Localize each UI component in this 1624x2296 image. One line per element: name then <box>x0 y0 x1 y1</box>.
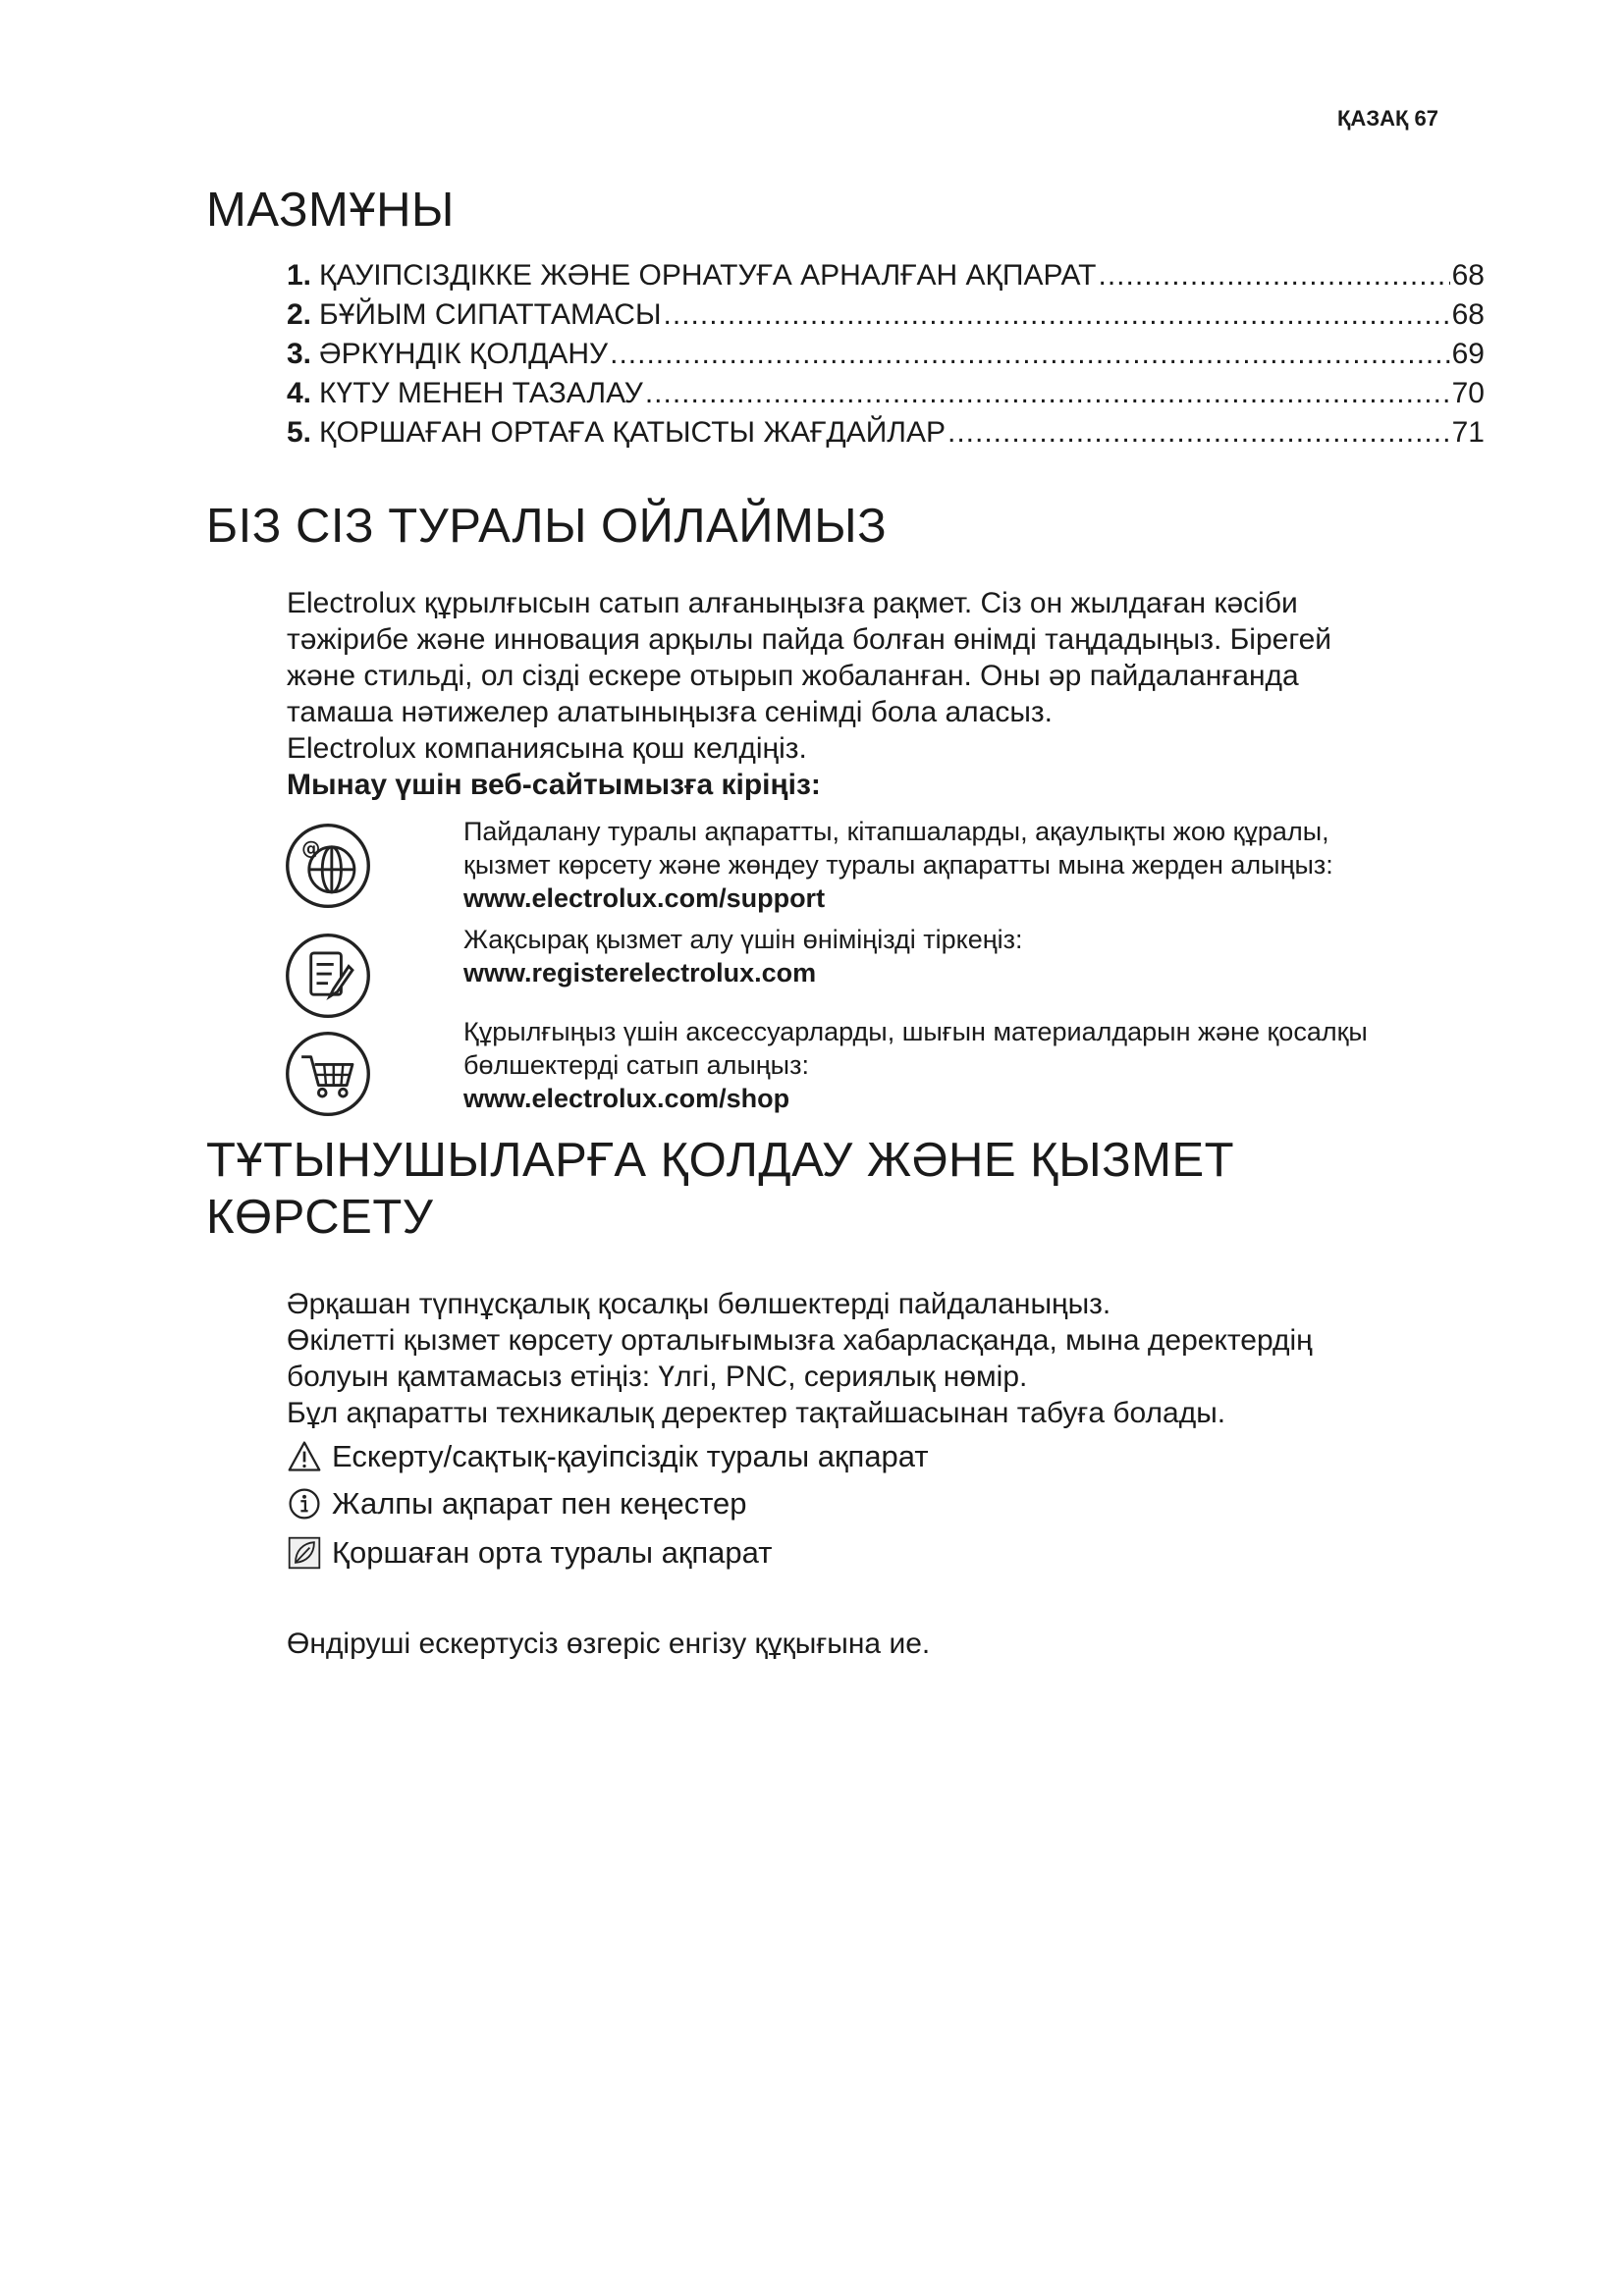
service-line: қызмет көрсету және жөндеу туралы ақпаратты мына жерден алыңыз: <box>463 850 1333 880</box>
about-welcome: Electrolux компаниясына қош келдіңіз. <box>287 732 807 765</box>
info-icon <box>287 1486 322 1522</box>
legend-info <box>287 1486 747 1522</box>
toc-item-number: 4. <box>287 377 312 409</box>
toc-item-number: 2. <box>287 298 312 331</box>
toc-item-page: 70 <box>1451 377 1485 409</box>
toc-item-title: КҮТУ МЕНЕН ТАЗАЛАУ <box>319 377 643 409</box>
service-support-text <box>463 815 1504 915</box>
shop-link[interactable]: www.electrolux.com/shop <box>463 1084 790 1113</box>
toc-item[interactable] <box>287 338 1485 377</box>
toc-item-title: ҚОРШАҒАН ОРТАҒА ҚАТЫСТЫ ЖАҒДАЙЛАР <box>319 416 946 449</box>
support-link[interactable]: www.electrolux.com/support <box>463 883 826 913</box>
toc-title: МАЗМҰНЫ <box>206 184 455 237</box>
support-line: Өкілетті қызмет көрсету орталығымызға хабарласқанда, мына деректердің <box>287 1324 1313 1357</box>
support-text <box>287 1286 1485 1431</box>
toc-leader-dots <box>610 338 1450 371</box>
toc-item-page: 71 <box>1451 416 1485 449</box>
about-intro-line: және стильді, ол сізді ескере отырып жобаланған. Оны әр пайдаланғанда <box>287 660 1299 692</box>
support-line: болуын қамтамасыз етіңіз: Үлгі, PNC, сериялық нөмір. <box>287 1361 1028 1393</box>
service-register-text <box>463 923 1504 989</box>
environment-leaf-icon <box>287 1535 322 1571</box>
visit-heading: Мынау үшін веб-сайтымызға кіріңіз: <box>287 769 821 801</box>
support-line: Бұл ақпаратты техникалық деректер тақтайшасынан табуға болады. <box>287 1397 1226 1429</box>
about-intro-line: тәжірибе және инновация арқылы пайда болған өнімді таңдадыңыз. Бірегей <box>287 623 1332 656</box>
about-intro-line: тамаша нәтижелер алатыныңызға сенімді бола аласыз. <box>287 696 1053 728</box>
toc-item-title: ҚАУІПСІЗДІККЕ ЖӘНЕ ОРНАТУҒА АРНАЛҒАН АҚПАРАТ <box>319 259 1097 292</box>
support-title-line: ТҰТЫНУШЫЛАРҒА ҚОЛДАУ ЖӘНЕ ҚЫЗМЕТ <box>206 1134 1235 1187</box>
toc-item-number: 3. <box>287 338 312 370</box>
warning-icon <box>287 1439 322 1474</box>
legend-text: Ескерту/сақтық-қауіпсіздік туралы ақпарат <box>332 1439 929 1473</box>
svg-text:@: @ <box>301 836 321 860</box>
legend-warning <box>287 1439 929 1474</box>
support-title <box>206 1133 1234 1247</box>
toc-item-title: ӘРКҮНДІК ҚОЛДАНУ <box>319 338 609 370</box>
legend-environment <box>287 1535 772 1571</box>
service-line: бөлшектерді сатып алыңыз: <box>463 1050 809 1080</box>
about-intro <box>287 585 1485 803</box>
page-header-label: ҚАЗАҚ 67 <box>1337 106 1438 131</box>
toc-item[interactable] <box>287 377 1485 416</box>
toc-leader-dots <box>1099 259 1450 293</box>
toc-leader-dots <box>947 416 1450 450</box>
support-title-line: КӨРСЕТУ <box>206 1190 434 1244</box>
toc-item[interactable] <box>287 259 1485 298</box>
legend-text: Жалпы ақпарат пен кеңестер <box>332 1486 747 1521</box>
service-shop-text <box>463 1015 1504 1115</box>
toc-item-page: 68 <box>1451 259 1485 292</box>
shopping-cart-icon <box>281 1027 375 1121</box>
service-line: Пайдалану туралы ақпаратты, кітапшаларды, ақаулықты жою құралы, <box>463 817 1329 846</box>
toc-leader-dots <box>645 377 1450 410</box>
toc-leader-dots <box>664 298 1450 332</box>
service-line: Жақсырақ қызмет алу үшін өніміңізді тіркеңіз: <box>463 925 1023 954</box>
about-title: БІЗ СІЗ ТУРАЛЫ ОЙЛАЙМЫЗ <box>206 500 888 553</box>
toc-item-number: 5. <box>287 416 312 449</box>
legend-text: Қоршаған орта туралы ақпарат <box>332 1535 773 1570</box>
about-intro-line: Electrolux құрылғысын сатып алғаныңызға рақмет. Сіз он жылдаған кәсіби <box>287 587 1298 619</box>
register-icon <box>281 929 375 1023</box>
support-line: Әрқашан түпнұсқалық қосалқы бөлшектерді пайдаланыңыз. <box>287 1288 1111 1320</box>
toc-item-number: 1. <box>287 259 312 292</box>
globe-icon <box>281 819 375 913</box>
toc-item[interactable] <box>287 416 1485 455</box>
disclaimer: Өндіруші ескертусіз өзгеріс енгізу құқығына ие. <box>287 1628 931 1660</box>
toc-item-page: 68 <box>1451 298 1485 331</box>
toc-item-page: 69 <box>1451 338 1485 370</box>
register-link[interactable]: www.registerelectrolux.com <box>463 958 817 988</box>
toc-item[interactable] <box>287 298 1485 338</box>
service-line: Құрылғыңыз үшін аксессуарларды, шығын материалдарын және қосалқы <box>463 1017 1368 1046</box>
table-of-contents <box>287 259 1485 455</box>
toc-item-title: БҰЙЫМ СИПАТТАМАСЫ <box>319 298 662 331</box>
